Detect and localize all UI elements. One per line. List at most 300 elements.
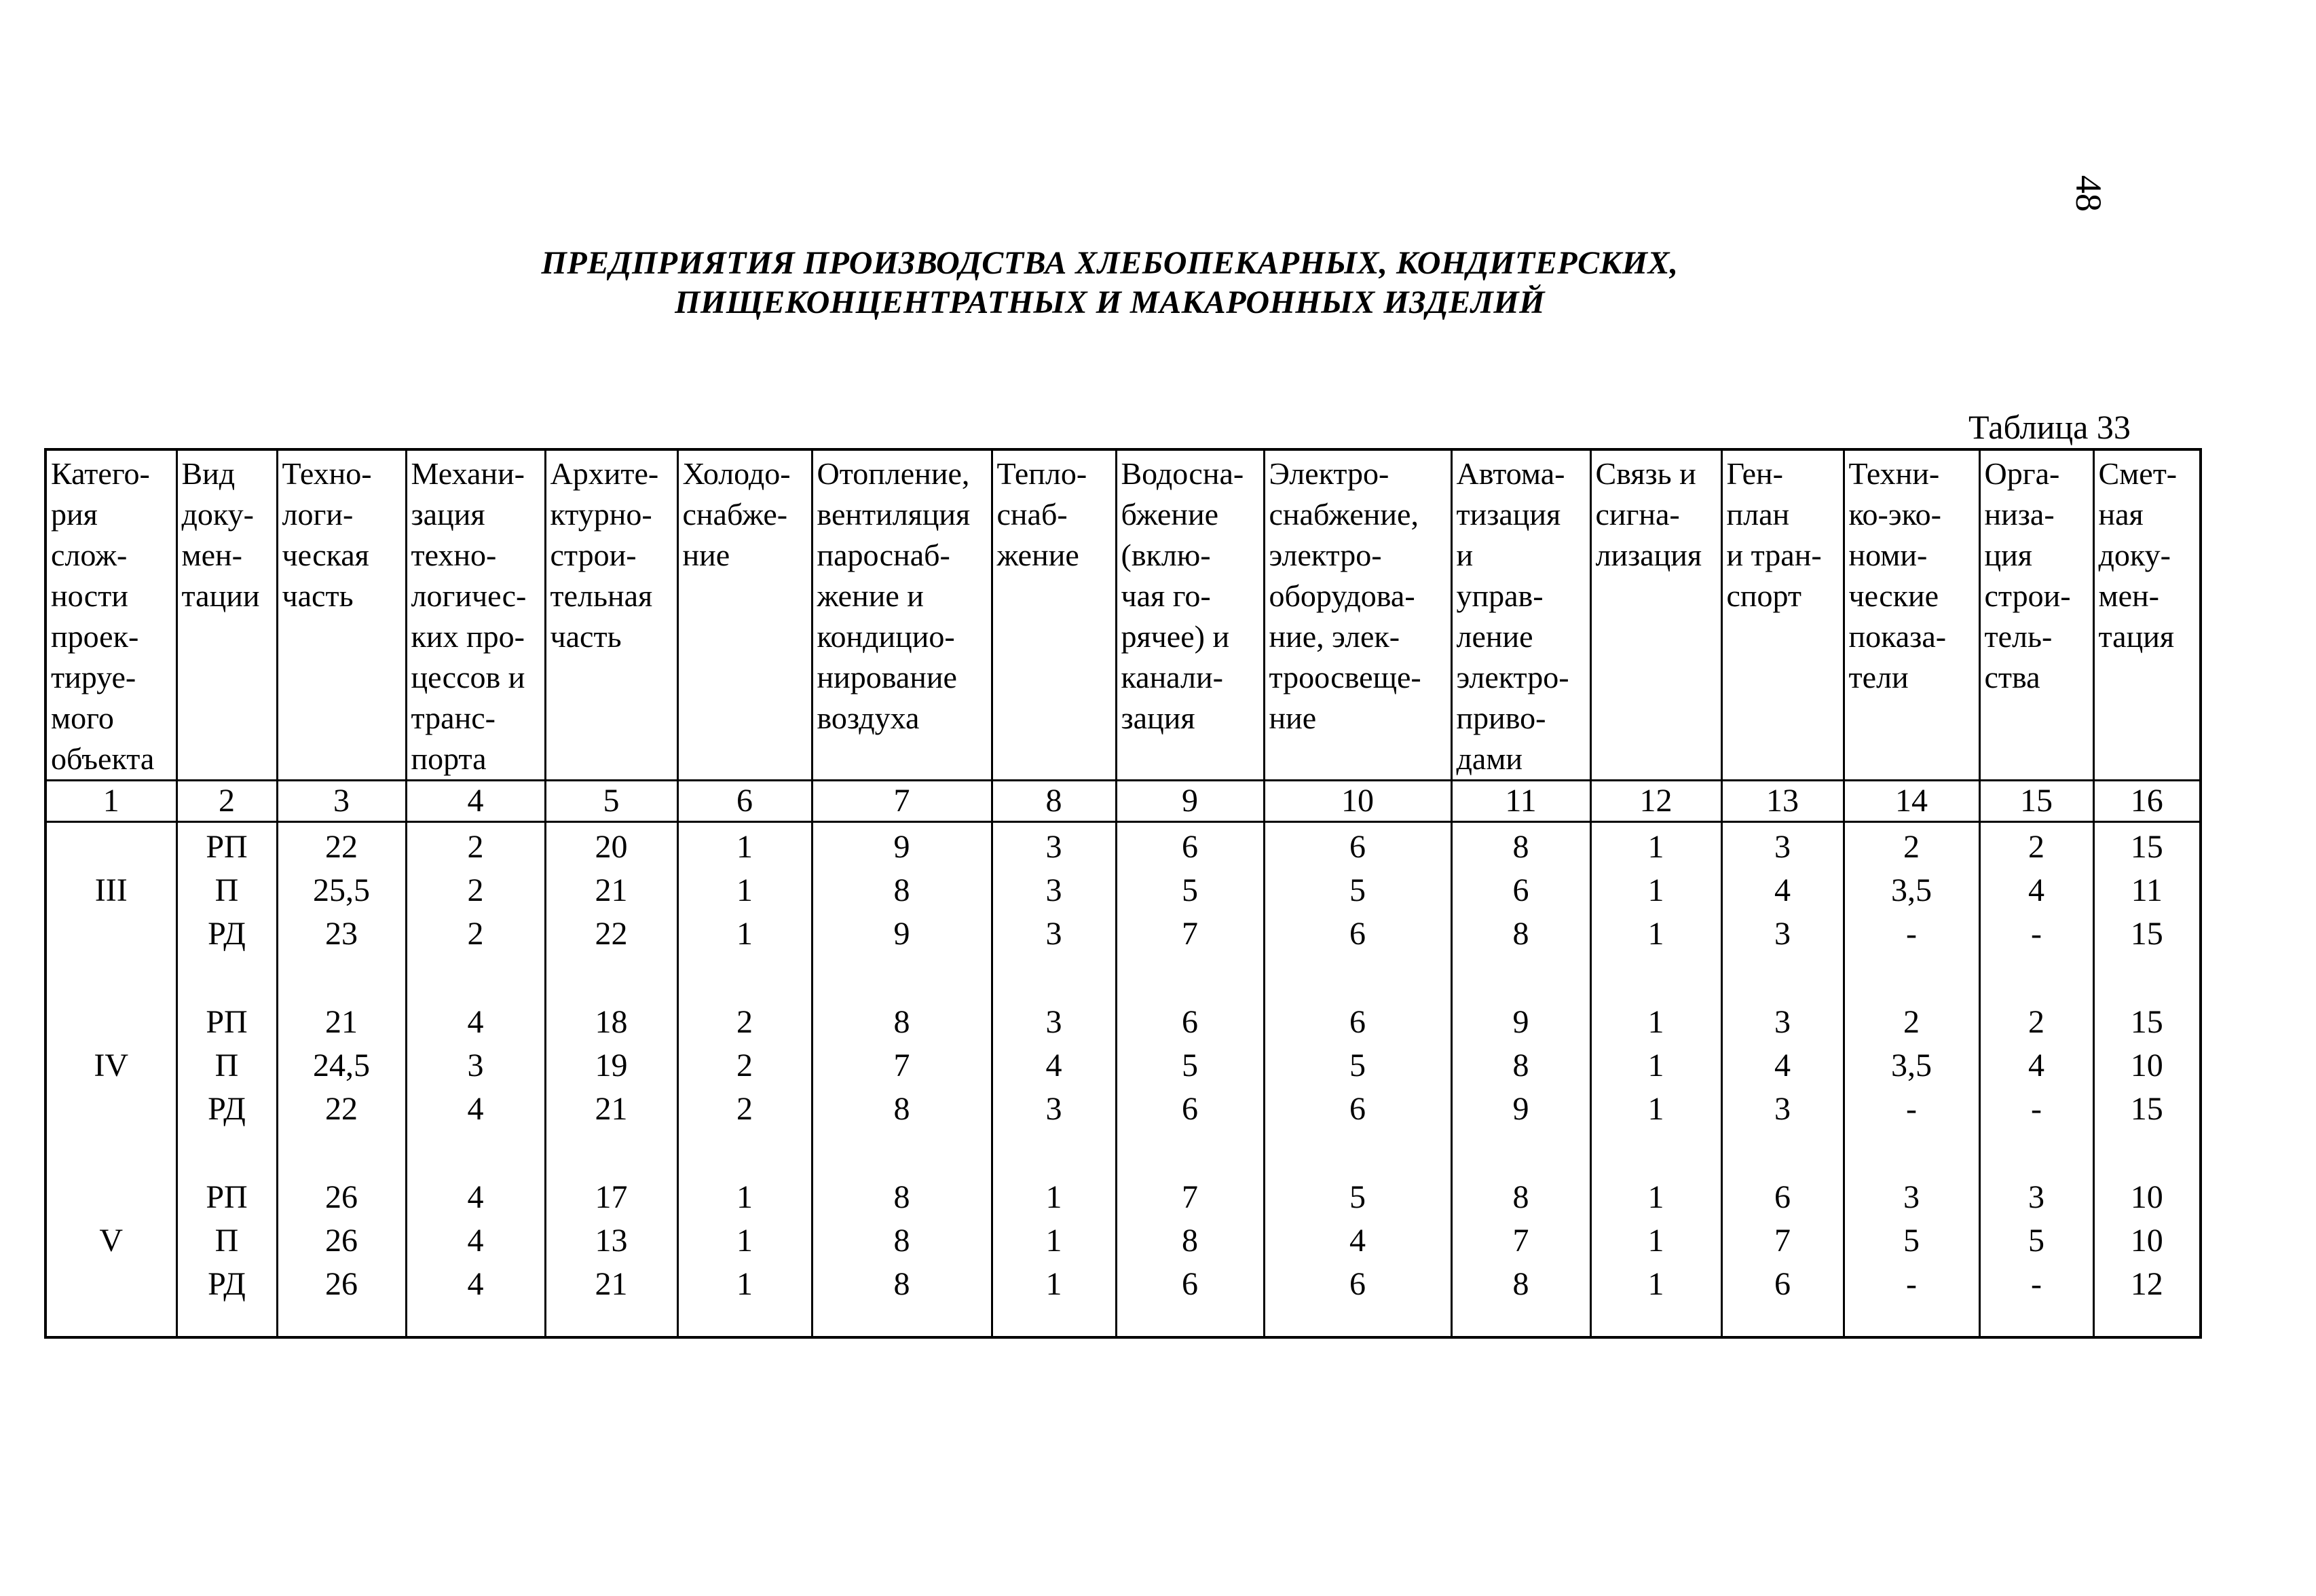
value: 7 xyxy=(1182,916,1198,952)
value: 3 xyxy=(1045,1004,1062,1040)
value: 3 xyxy=(1045,916,1062,952)
value: 21 xyxy=(325,1004,358,1040)
value-cell xyxy=(992,1173,1116,1337)
value: 10 xyxy=(2130,1223,2163,1259)
header-line: электро- xyxy=(1269,538,1382,572)
column-number: 8 xyxy=(992,781,1116,822)
value-cell xyxy=(1116,1173,1264,1337)
header-line: строи- xyxy=(1984,578,2071,613)
value: 3 xyxy=(1045,872,1062,908)
header-line: объекта xyxy=(51,741,155,776)
value: 15 xyxy=(2130,1004,2163,1040)
header-line: порта xyxy=(411,741,487,776)
header-line: ление xyxy=(1456,619,1533,654)
header-line: воздуха xyxy=(817,701,920,735)
header-line: приво- xyxy=(1456,701,1546,735)
header-line: слож- xyxy=(51,538,128,572)
header-line: сигна- xyxy=(1595,497,1680,532)
category-group-row xyxy=(45,998,2201,1173)
header-line: электро- xyxy=(1456,660,1569,694)
value-cell xyxy=(1844,822,1979,999)
header-line: Автома- xyxy=(1456,456,1565,491)
category-label: IV xyxy=(94,1047,129,1083)
value-cell xyxy=(992,998,1116,1173)
value: 26 xyxy=(325,1179,358,1215)
header-line: Водосна- xyxy=(1121,456,1244,491)
value: 9 xyxy=(893,829,910,865)
value-cell xyxy=(812,1173,992,1337)
value: 3 xyxy=(1045,829,1062,865)
header-line: доку- xyxy=(2098,538,2171,572)
column-number-row xyxy=(45,781,2201,822)
column-number: 5 xyxy=(545,781,677,822)
category-cell xyxy=(45,998,176,1173)
value: 6 xyxy=(1349,1091,1366,1127)
value: - xyxy=(1906,1266,1917,1302)
value: 21 xyxy=(595,872,628,908)
header-line: тель- xyxy=(1984,619,2053,654)
value: 4 xyxy=(2028,872,2044,908)
value: 6 xyxy=(1182,1004,1198,1040)
value-cell xyxy=(1264,1173,1451,1337)
value-cell xyxy=(1590,998,1721,1173)
value: 24,5 xyxy=(313,1047,370,1083)
value: 5 xyxy=(1903,1223,1920,1259)
value-cell xyxy=(2093,1173,2201,1337)
title-line-1: ПРЕДПРИЯТИЯ ПРОИЗВОДСТВА ХЛЕБОПЕКАРНЫХ, КОНДИТЕРСКИХ, xyxy=(541,245,1679,281)
value: 22 xyxy=(325,1091,358,1127)
value: 5 xyxy=(1349,872,1366,908)
header-cell xyxy=(545,449,677,781)
value: 17 xyxy=(595,1179,628,1215)
value: 8 xyxy=(893,872,910,908)
header-line: ние xyxy=(682,538,730,572)
header-line: жение и xyxy=(817,578,924,613)
value: РП xyxy=(206,1179,248,1215)
value: 1 xyxy=(1647,872,1664,908)
value-cell xyxy=(677,998,812,1173)
value-cell xyxy=(2093,998,2201,1173)
value: 4 xyxy=(1774,872,1791,908)
value-cell xyxy=(277,822,406,999)
value: РП xyxy=(206,829,248,865)
value-cell xyxy=(1979,822,2093,999)
header-line: вентиляция xyxy=(817,497,971,532)
value-cell xyxy=(176,1173,277,1337)
value: 13 xyxy=(595,1223,628,1259)
value: 18 xyxy=(595,1004,628,1040)
value: 1 xyxy=(1647,1004,1664,1040)
header-row xyxy=(45,449,2201,781)
column-number: 10 xyxy=(1264,781,1451,822)
header-line: кондицио- xyxy=(817,619,955,654)
value-cell xyxy=(677,822,812,999)
column-number: 4 xyxy=(406,781,545,822)
header-line: проек- xyxy=(51,619,139,654)
value: 8 xyxy=(1512,1266,1529,1302)
value: 2 xyxy=(467,829,484,865)
value: 20 xyxy=(595,829,628,865)
value: 2 xyxy=(736,1004,753,1040)
value: 3 xyxy=(1903,1179,1920,1215)
value: 1 xyxy=(1647,1266,1664,1302)
header-line: логичес- xyxy=(411,578,527,613)
header-cell xyxy=(406,449,545,781)
value: 5 xyxy=(1349,1179,1366,1215)
header-line: ктурно- xyxy=(550,497,652,532)
value: 4 xyxy=(1774,1047,1791,1083)
value: 5 xyxy=(1182,872,1198,908)
header-line: ства xyxy=(1984,660,2040,694)
value: РД xyxy=(208,916,246,952)
header-line: Техно- xyxy=(282,456,372,491)
value: 26 xyxy=(325,1223,358,1259)
category-group-row xyxy=(45,822,2201,999)
value-cell xyxy=(1721,822,1844,999)
value: 6 xyxy=(1182,1266,1198,1302)
value-cell xyxy=(677,1173,812,1337)
header-cell xyxy=(1264,449,1451,781)
value: 6 xyxy=(1182,1091,1198,1127)
header-line: тели xyxy=(1848,660,1909,694)
column-number: 13 xyxy=(1721,781,1844,822)
value-cell xyxy=(1844,998,1979,1173)
value-cell xyxy=(545,998,677,1173)
value: 5 xyxy=(1182,1047,1198,1083)
column-number: 11 xyxy=(1451,781,1590,822)
page-number: 48 xyxy=(2068,175,2109,212)
value: 6 xyxy=(1349,829,1366,865)
value: 4 xyxy=(1045,1047,1062,1083)
header-line: Архите- xyxy=(550,456,659,491)
value: 4 xyxy=(1349,1223,1366,1259)
category-label: V xyxy=(99,1223,124,1259)
header-line: снабжение, xyxy=(1269,497,1419,532)
column-number: 16 xyxy=(2093,781,2201,822)
value: 21 xyxy=(595,1091,628,1127)
value: 6 xyxy=(1349,1266,1366,1302)
value: 1 xyxy=(1045,1266,1062,1302)
header-line: пароснаб- xyxy=(817,538,950,572)
value: 10 xyxy=(2130,1047,2163,1083)
header-cell xyxy=(45,449,176,781)
header-cell xyxy=(277,449,406,781)
value-cell xyxy=(1721,998,1844,1173)
data-table xyxy=(44,448,2202,1339)
header-line: доку- xyxy=(181,497,254,532)
header-line: снаб- xyxy=(996,497,1068,532)
value: 8 xyxy=(1512,916,1529,952)
header-line: Отопление, xyxy=(817,456,970,491)
value-cell xyxy=(1844,1173,1979,1337)
value: 1 xyxy=(1045,1179,1062,1215)
value: 8 xyxy=(893,1004,910,1040)
header-cell xyxy=(1721,449,1844,781)
header-line: и xyxy=(1456,538,1474,572)
header-cell xyxy=(992,449,1116,781)
header-line: управ- xyxy=(1456,578,1544,613)
value: 3 xyxy=(1045,1091,1062,1127)
value-cell xyxy=(545,822,677,999)
value: 25,5 xyxy=(313,872,370,908)
column-number: 3 xyxy=(277,781,406,822)
table-label: Таблица 33 xyxy=(1968,408,2131,446)
value: 10 xyxy=(2130,1179,2163,1215)
header-line: снабже- xyxy=(682,497,788,532)
header-line: рячее) и xyxy=(1121,619,1230,654)
header-line: Электро- xyxy=(1269,456,1389,491)
value: 1 xyxy=(736,1223,753,1259)
header-line: часть xyxy=(282,578,354,613)
header-line: мен- xyxy=(2098,578,2159,613)
value-cell xyxy=(1979,998,2093,1173)
value: 8 xyxy=(1512,829,1529,865)
spacer xyxy=(47,1176,176,1219)
value: 9 xyxy=(893,916,910,952)
value-cell xyxy=(176,822,277,999)
value-cell xyxy=(1979,1173,2093,1337)
header-line: Тепло- xyxy=(996,456,1087,491)
column-number: 9 xyxy=(1116,781,1264,822)
value: 1 xyxy=(1647,916,1664,952)
header-line: часть xyxy=(550,619,622,654)
value: 4 xyxy=(467,1091,484,1127)
value: - xyxy=(2031,1266,2042,1302)
header-line: тация xyxy=(2098,619,2174,654)
header-cell xyxy=(1979,449,2093,781)
header-line: спорт xyxy=(1726,578,1802,613)
value-cell xyxy=(1590,1173,1721,1337)
header-line: мен- xyxy=(181,538,242,572)
header-line: план xyxy=(1726,497,1790,532)
column-number: 14 xyxy=(1844,781,1979,822)
header-line: ние xyxy=(1269,701,1317,735)
header-cell xyxy=(1844,449,1979,781)
value-cell xyxy=(277,1173,406,1337)
value-cell xyxy=(277,998,406,1173)
category-cell xyxy=(45,822,176,999)
header-line: строи- xyxy=(550,538,637,572)
value: 5 xyxy=(2028,1223,2044,1259)
value: 6 xyxy=(1774,1266,1791,1302)
value: 6 xyxy=(1774,1179,1791,1215)
value: 22 xyxy=(595,916,628,952)
value: 2 xyxy=(467,872,484,908)
value: 21 xyxy=(595,1266,628,1302)
header-line: низа- xyxy=(1984,497,2055,532)
header-line: ческая xyxy=(282,538,369,572)
value-cell xyxy=(1721,1173,1844,1337)
header-line: ция xyxy=(1984,538,2032,572)
header-line: показа- xyxy=(1848,619,1947,654)
value-cell xyxy=(1264,822,1451,999)
value: РД xyxy=(208,1266,246,1302)
value: 5 xyxy=(1349,1047,1366,1083)
value-cell xyxy=(1264,998,1451,1173)
spacer xyxy=(47,825,176,869)
value: 3,5 xyxy=(1891,872,1932,908)
value: 2 xyxy=(2028,1004,2044,1040)
value: 1 xyxy=(1647,829,1664,865)
header-line: и тран- xyxy=(1726,538,1822,572)
header-line: лизация xyxy=(1595,538,1702,572)
value: 1 xyxy=(1647,1179,1664,1215)
value: 6 xyxy=(1349,1004,1366,1040)
header-line: Катего- xyxy=(51,456,150,491)
value-cell xyxy=(2093,822,2201,999)
value: 12 xyxy=(2130,1266,2163,1302)
value: 4 xyxy=(467,1004,484,1040)
value: 26 xyxy=(325,1266,358,1302)
value: 1 xyxy=(736,872,753,908)
header-line: (вклю- xyxy=(1121,538,1211,572)
header-line: Смет- xyxy=(2098,456,2178,491)
value: 2 xyxy=(736,1047,753,1083)
header-line: Связь и xyxy=(1595,456,1696,491)
value: 8 xyxy=(893,1266,910,1302)
value: 1 xyxy=(736,1266,753,1302)
column-number: 2 xyxy=(176,781,277,822)
header-line: чая го- xyxy=(1121,578,1211,613)
value: 8 xyxy=(1512,1047,1529,1083)
value: 3 xyxy=(467,1047,484,1083)
category-group-row xyxy=(45,1173,2201,1337)
header-cell xyxy=(1590,449,1721,781)
value: 4 xyxy=(2028,1047,2044,1083)
column-number: 7 xyxy=(812,781,992,822)
header-cell xyxy=(2093,449,2201,781)
value: 1 xyxy=(1647,1223,1664,1259)
header-line: Вид xyxy=(181,456,236,491)
header-line: дами xyxy=(1456,741,1523,776)
header-cell xyxy=(1116,449,1264,781)
header-line: ко-эко- xyxy=(1848,497,1941,532)
value-cell xyxy=(406,998,545,1173)
value: 7 xyxy=(1182,1179,1198,1215)
header-cell xyxy=(176,449,277,781)
value: 4 xyxy=(467,1179,484,1215)
value-cell xyxy=(1116,822,1264,999)
value: 8 xyxy=(893,1223,910,1259)
value: 2 xyxy=(2028,829,2044,865)
value: 2 xyxy=(467,916,484,952)
header-line: Ген- xyxy=(1726,456,1783,491)
value: 7 xyxy=(1512,1223,1529,1259)
value-cell xyxy=(406,1173,545,1337)
value: 2 xyxy=(736,1091,753,1127)
value: 6 xyxy=(1512,872,1529,908)
header-line: тируе- xyxy=(51,660,136,694)
header-line: ких про- xyxy=(411,619,525,654)
value: 2 xyxy=(1903,829,1920,865)
header-line: Механи- xyxy=(411,456,525,491)
value: - xyxy=(2031,916,2042,952)
value: 1 xyxy=(736,916,753,952)
value-cell xyxy=(1451,998,1590,1173)
header-cell xyxy=(1451,449,1590,781)
value: 9 xyxy=(1512,1004,1529,1040)
value: - xyxy=(2031,1091,2042,1127)
header-line: тизация xyxy=(1456,497,1561,532)
header-line: техно- xyxy=(411,538,497,572)
value: 8 xyxy=(893,1179,910,1215)
value: 11 xyxy=(2131,872,2163,908)
value: П xyxy=(214,872,239,908)
value-cell xyxy=(812,998,992,1173)
value: 8 xyxy=(1512,1179,1529,1215)
header-line: ная xyxy=(2098,497,2144,532)
header-cell xyxy=(812,449,992,781)
value: 2 xyxy=(1903,1004,1920,1040)
value: 6 xyxy=(1182,829,1198,865)
value: 3 xyxy=(1774,829,1791,865)
value-cell xyxy=(1451,822,1590,999)
header-line: канали- xyxy=(1121,660,1223,694)
header-line: зация xyxy=(411,497,485,532)
value: 8 xyxy=(893,1091,910,1127)
header-line: мого xyxy=(51,701,114,735)
header-line: транс- xyxy=(411,701,496,735)
header-line: цессов и xyxy=(411,660,525,694)
value: 4 xyxy=(467,1266,484,1302)
value: 15 xyxy=(2130,829,2163,865)
value: 7 xyxy=(893,1047,910,1083)
value: 15 xyxy=(2130,916,2163,952)
value: 1 xyxy=(1647,1091,1664,1127)
column-number: 1 xyxy=(45,781,176,822)
value-cell xyxy=(1116,998,1264,1173)
value-cell xyxy=(992,822,1116,999)
value-cell xyxy=(1451,1173,1590,1337)
header-line: ности xyxy=(51,578,128,613)
value-cell xyxy=(1590,822,1721,999)
title-line-2: ПИЩЕКОНЦЕНТРАТНЫХ И МАКАРОННЫХ ИЗДЕЛИЙ xyxy=(675,284,1545,320)
header-line: троосвеще- xyxy=(1269,660,1421,694)
header-line: жение xyxy=(996,538,1079,572)
value: 22 xyxy=(325,829,358,865)
column-number: 6 xyxy=(677,781,812,822)
header-line: зация xyxy=(1121,701,1195,735)
value: 1 xyxy=(1647,1047,1664,1083)
header-line: ческие xyxy=(1848,578,1939,613)
value: 1 xyxy=(736,1179,753,1215)
value: 15 xyxy=(2130,1091,2163,1127)
header-line: тации xyxy=(181,578,260,613)
value: 3,5 xyxy=(1891,1047,1932,1083)
header-line: бжение xyxy=(1121,497,1219,532)
header-line: тельная xyxy=(550,578,653,613)
value: 4 xyxy=(467,1223,484,1259)
value: 6 xyxy=(1349,916,1366,952)
value: 3 xyxy=(1774,1091,1791,1127)
value: 23 xyxy=(325,916,358,952)
header-line: Холодо- xyxy=(682,456,791,491)
category-cell xyxy=(45,1173,176,1337)
spacer xyxy=(47,1001,176,1044)
value: 1 xyxy=(1045,1223,1062,1259)
header-line: нирование xyxy=(817,660,957,694)
value-cell xyxy=(176,998,277,1173)
header-line: Техни- xyxy=(1848,456,1940,491)
header-line: ние, элек- xyxy=(1269,619,1400,654)
value: РД xyxy=(208,1091,246,1127)
value: 3 xyxy=(1774,1004,1791,1040)
value-cell xyxy=(812,822,992,999)
value: 19 xyxy=(595,1047,628,1083)
header-line: логи- xyxy=(282,497,354,532)
value: - xyxy=(1906,916,1917,952)
header-line: Орга- xyxy=(1984,456,2060,491)
